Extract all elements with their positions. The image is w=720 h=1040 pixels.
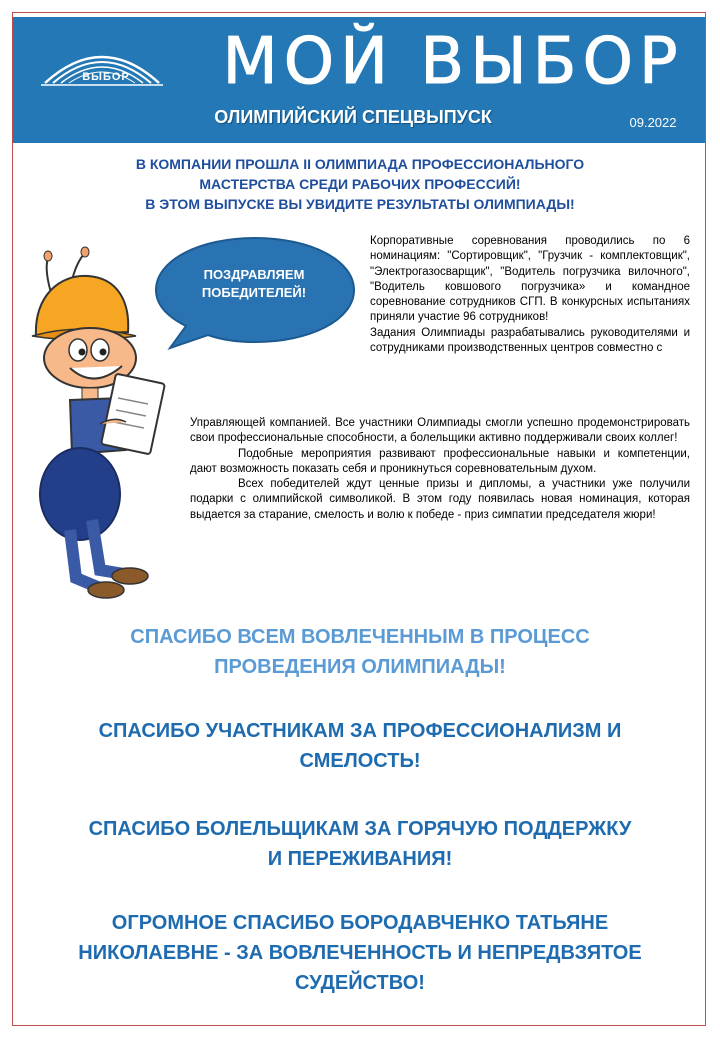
bubble-line: ПОЗДРАВЛЯЕМ bbox=[203, 267, 305, 282]
article-paragraph bbox=[370, 234, 690, 356]
article-text: Корпоративные соревнования проводились по 6 номинациям: "Сортировщик", "Грузчик - комплектовщик", "Электрогазосварщик", "Водитель погрузчика вилочного", "Водитель ковшового погрузчика» и командное соревнование сотрудников СГП. В конкурсных испытаниях приняли участие 96 сотрудников! bbox=[370, 235, 690, 324]
intro-line: В ЭТОМ ВЫПУСКЕ ВЫ УВИДИТЕ РЕЗУЛЬТАТЫ ОЛИМПИАДЫ! bbox=[145, 196, 575, 212]
thanks-line: СПАСИБО ВСЕМ ВОВЛЕЧЕННЫМ В ПРОЦЕСС bbox=[130, 626, 590, 648]
thanks-line: СУДЕЙСТВО! bbox=[295, 972, 425, 994]
thanks-message bbox=[40, 814, 680, 874]
newsletter-header bbox=[13, 17, 705, 143]
intro-line: МАСТЕРСТВА СРЕДИ РАБОЧИХ ПРОФЕССИЙ! bbox=[199, 176, 521, 192]
thanks-message bbox=[40, 622, 680, 682]
intro-line: В КОМПАНИИ ПРОШЛА II ОЛИМПИАДА ПРОФЕССИОНАЛЬНОГО bbox=[135, 156, 585, 172]
thanks-line: ПРОВЕДЕНИЯ ОЛИМПИАДЫ! bbox=[214, 656, 506, 678]
page-subtitle: ОЛИМПИЙСКИЙ СПЕЦВЫПУСК bbox=[214, 107, 492, 127]
thanks-line: СПАСИБО УЧАСТНИКАМ ЗА ПРОФЕССИОНАЛИЗМ И bbox=[98, 720, 622, 742]
ant-mascot-icon bbox=[30, 240, 170, 600]
thanks-message bbox=[40, 908, 680, 998]
article-text: Задания Олимпиады разрабатывались руководителями и сотрудниками производственных центров совместно с bbox=[370, 326, 690, 355]
issue-date: 09.2022 bbox=[629, 115, 677, 130]
bubble-text bbox=[172, 266, 336, 302]
article-text: Управляющей компанией. Все участники Олимпиады смогли успешно продемонстрировать свои профессиональные способности, а болельщики активно поддерживали своих коллег! bbox=[190, 417, 690, 445]
intro-heading bbox=[60, 154, 660, 214]
article-text: Всех победителей ждут ценные призы и дипломы, а участники уже получили подарки с олимпийской символикой. В этом году появилась новая номинация, которая выдается за старание, смелость и волю к победе - приз симпатии председателя жюри! bbox=[190, 478, 690, 521]
thanks-line: НИКОЛАЕВНЕ - ЗА ВОВЛЕЧЕННОСТЬ И НЕПРЕДВЗЯТОЕ bbox=[78, 942, 642, 964]
bubble-line: ПОБЕДИТЕЛЕЙ! bbox=[201, 285, 307, 300]
thanks-message bbox=[40, 716, 680, 776]
page-title: МОЙ ВЫБОР bbox=[222, 25, 684, 99]
thanks-line: ОГРОМНОЕ СПАСИБО БОРОДАВЧЕНКО ТАТЬЯНЕ bbox=[111, 912, 609, 934]
thanks-line: И ПЕРЕЖИВАНИЯ! bbox=[267, 848, 453, 870]
article-paragraph bbox=[190, 416, 690, 523]
vybor-logo-icon bbox=[37, 39, 167, 99]
thanks-line: СПАСИБО БОЛЕЛЬЩИКАМ ЗА ГОРЯЧУЮ ПОДДЕРЖКУ bbox=[88, 818, 632, 840]
thanks-line: СМЕЛОСТЬ! bbox=[299, 750, 421, 772]
article-text: Подобные мероприятия развивают профессиональные навыки и компетенции, дают возможность показать себя и проникнуться соревновательным духом. bbox=[190, 447, 690, 475]
logo-text: ВЫБОР bbox=[82, 71, 130, 83]
